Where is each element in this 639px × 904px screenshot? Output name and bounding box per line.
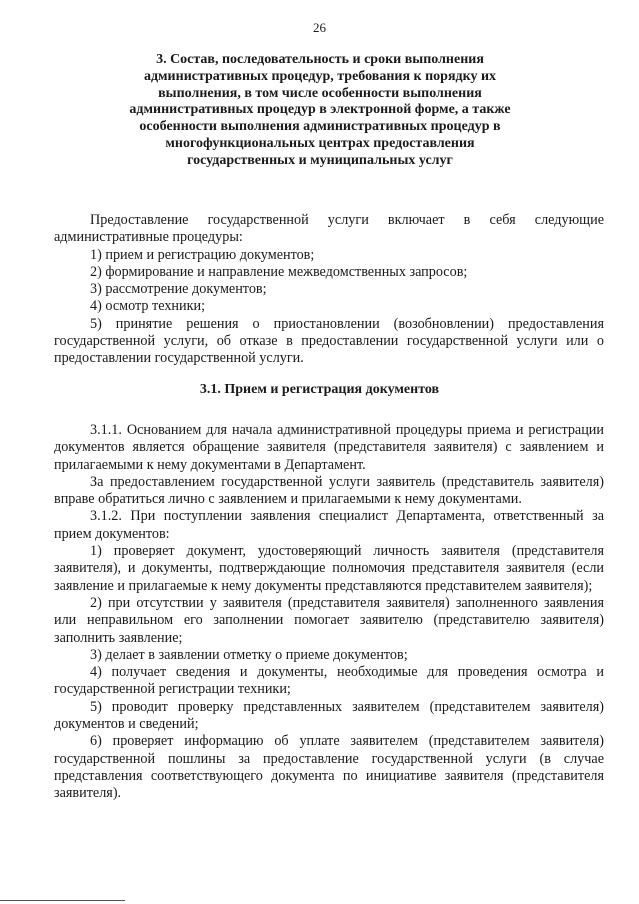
list-item: 4) осмотр техники; xyxy=(90,298,206,315)
list-item: 1) проверяет документ, удостоверяющий личность заявителя (представителя заявителя), и документы, подтверждающие полномочия представителя заявителя (если заявление и прилагаемые к нему документы представляются представителем заявителя); xyxy=(54,543,604,594)
list-item: 4) получает сведения и документы, необходимые для проведения осмотра и государственной регистрации техники; xyxy=(54,664,604,698)
intro-lead: Предоставление государственной услуги включает в себя следующие административные процедуры: xyxy=(54,212,604,246)
list-item: 5) принятие решения о приостановлении (возобновлении) предоставления государственной услуги, об отказе в предоставлении государственной услуги или о предоставлении государственной услуги. xyxy=(54,315,604,367)
footnote-divider xyxy=(0,900,125,901)
list-item: 5) проводит проверку представленных заявителем (представителем заявителя) документов и сведений; xyxy=(54,698,604,733)
paragraph: 3.1.1. Основанием для начала административной процедуры приема и регистрации документов является обращение заявителя (представителя заявителя) с заявлением и прилагаемыми к нему документами в Департамент. xyxy=(54,422,604,473)
paragraph: За предоставлением государственной услуги заявитель (представитель заявителя) вправе обратиться лично с заявлением и прилагаемыми к нему документами. xyxy=(54,473,604,508)
list-item: 1) прием и регистрацию документов; xyxy=(90,246,315,263)
list-item: 3) делает в заявлении отметку о приеме документов; xyxy=(90,646,408,663)
list-item: 2) формирование и направление межведомственных запросов; xyxy=(90,263,468,280)
paragraph: 3.1.2. При поступлении заявления специалист Департамента, ответственный за прием документов: xyxy=(54,508,604,542)
subsection-body xyxy=(54,422,604,803)
list-item: 3) рассмотрение документов; xyxy=(90,281,267,298)
subsection-title: 3.1. Прием и регистрация документов xyxy=(199,382,440,397)
page-number: 26 xyxy=(313,20,326,35)
section-heading: 3. Состав, последовательность и сроки выполнения административных процедур, требования к порядку их выполнения, в том числе особенности выполнения административных процедур в электронной форме, а также особенности выполнения административных процедур в многофункциональных центрах предоставления государственных и муниципальных услуг xyxy=(129,52,511,168)
intro-block xyxy=(54,212,604,368)
list-item: 6) проверяет информацию об уплате заявителем (представителем заявителя) государственной пошлины за предоставление государственной услуги (в случае представления соответствующего документа по инициативе заявителя (представителя заявителя). xyxy=(54,733,604,802)
list-item: 2) при отсутствии у заявителя (представителя заявителя) заполненного заявления или неправильном его заполнении помогает заявителю (представителю заявителя) заполнить заявление; xyxy=(54,594,604,646)
